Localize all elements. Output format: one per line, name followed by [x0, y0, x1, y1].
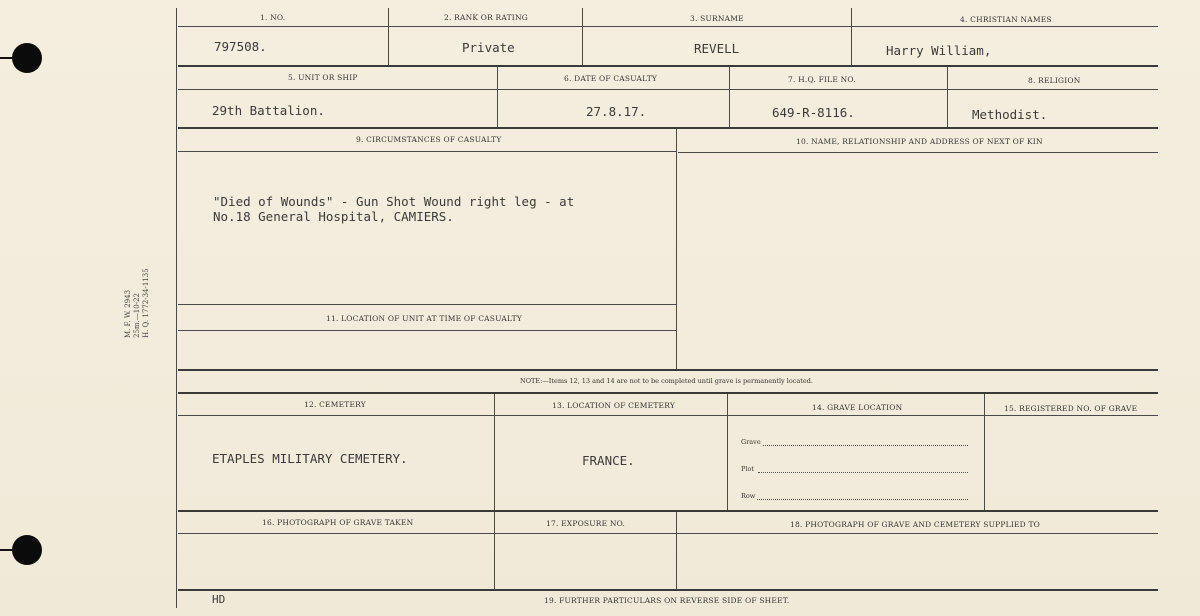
rule — [178, 369, 1158, 371]
photo-taken-label: 16. PHOTOGRAPH OF GRAVE TAKEN — [262, 518, 414, 527]
form-code: M. F. W. 2943 25m.—10-22 H. Q. 1772-34-1135 — [124, 268, 150, 338]
unit-value: 29th Battalion. — [212, 103, 325, 118]
rule — [984, 394, 985, 510]
unit-label: 5. UNIT OR SHIP — [288, 73, 358, 82]
rank-value: Private — [462, 40, 515, 55]
christian-names-value: Harry William, — [886, 43, 992, 58]
cemetery-value: ETAPLES MILITARY CEMETERY. — [212, 451, 408, 466]
religion-label: 8. RELIGION — [1028, 76, 1081, 85]
location-of-unit-label: 11. LOCATION OF UNIT AT TIME OF CASUALTY — [326, 314, 522, 323]
rule — [494, 394, 495, 510]
surname-value: REVELL — [694, 41, 740, 56]
hq-file-label: 7. H.Q. FILE NO. — [788, 75, 856, 84]
next-of-kin-label: 10. NAME, RELATIONSHIP AND ADDRESS OF NEXT OF KIN — [796, 137, 1043, 146]
row-field-line — [757, 498, 968, 500]
initials: HD — [212, 593, 226, 606]
grave-field-label: Grave — [741, 438, 761, 446]
circumstances-label: 9. CIRCUMSTANCES OF CASUALTY — [356, 135, 502, 144]
rule — [178, 392, 1158, 394]
rule — [178, 89, 1158, 90]
rank-label: 2. RANK OR RATING — [444, 13, 528, 22]
rule — [178, 415, 1158, 416]
rule — [582, 8, 583, 65]
rule — [676, 512, 677, 590]
rule — [178, 26, 1158, 27]
rule — [388, 8, 389, 65]
margin-rule — [176, 8, 177, 608]
row-field-label: Row — [741, 492, 756, 500]
further-particulars-label: 19. FURTHER PARTICULARS ON REVERSE SIDE OF SHEET. — [544, 596, 790, 605]
exposure-no-label: 17. EXPOSURE NO. — [546, 519, 626, 528]
grave-location-label: 14. GRAVE LOCATION — [812, 403, 903, 412]
religion-value: Methodist. — [972, 107, 1048, 122]
grave-field-line — [763, 444, 968, 446]
date-value: 27.8.17. — [586, 104, 647, 119]
location-of-cemetery-label: 13. LOCATION OF CEMETERY — [552, 401, 675, 410]
photo-supplied-label: 18. PHOTOGRAPH OF GRAVE AND CEMETERY SUPPLIED TO — [790, 520, 1041, 529]
rule — [729, 67, 730, 127]
hq-file-value: 649-R-8116. — [772, 105, 855, 120]
rule — [851, 8, 852, 65]
no-value: 797508. — [214, 39, 267, 54]
note-text: NOTE:—Items 12, 13 and 14 are not to be completed until grave is permanently located. — [520, 377, 813, 385]
circumstances-line-2: No.18 General Hospital, CAMIERS. — [213, 209, 454, 224]
rule — [947, 67, 948, 127]
rule — [178, 330, 676, 331]
christian-names-label: 4. CHRISTIAN NAMES — [960, 15, 1052, 24]
no-label: 1. NO. — [260, 13, 286, 22]
cemetery-label: 12. CEMETERY — [304, 400, 366, 409]
circumstances-line-1: "Died of Wounds" - Gun Shot Wound right leg - at — [213, 194, 575, 209]
rule — [676, 129, 677, 369]
surname-label: 3. SURNAME — [690, 14, 744, 23]
rule — [178, 589, 1158, 591]
rule — [178, 151, 676, 152]
rule — [678, 152, 1158, 153]
rule — [497, 67, 498, 127]
rule — [178, 510, 1158, 512]
binder-hole-top — [12, 43, 42, 73]
location-of-cemetery-value: FRANCE. — [582, 453, 635, 468]
binder-hole-bottom — [12, 535, 42, 565]
plot-field-line — [758, 471, 968, 473]
registered-no-label: 15. REGISTERED NO. OF GRAVE — [1004, 404, 1138, 413]
rule — [178, 304, 676, 305]
date-label: 6. DATE OF CASUALTY — [564, 74, 658, 83]
plot-field-label: Plot — [741, 465, 754, 473]
rule — [494, 512, 495, 590]
rule — [178, 65, 1158, 67]
rule — [178, 533, 1158, 534]
rule — [727, 394, 728, 510]
rule — [178, 127, 1158, 129]
